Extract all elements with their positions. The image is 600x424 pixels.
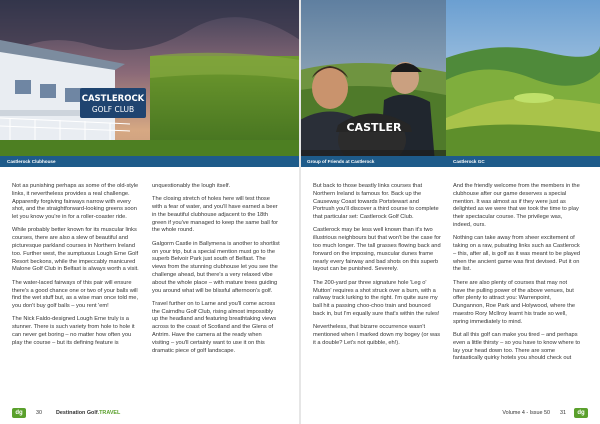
brand-main: Destination Golf (56, 410, 98, 416)
page-gutter (299, 0, 301, 424)
paragraph: The 200-yard par three signature hole 'Leg o' Mutton' requires a shot struck over a burn, with a railway track lurking to the right. I'm quite sure my ball hit a passing choo-choo train and bounced back in, but I'm equally sure that's within the rules! (313, 279, 440, 317)
page-number-left: 30 (36, 410, 42, 416)
caption-mid: Group of Friends at Castlerock (307, 159, 375, 164)
text-column-3 (313, 183, 441, 353)
clubhouse-photo (0, 0, 300, 163)
footer-left (12, 408, 212, 418)
dg-logo: dg (574, 408, 588, 418)
text-column-2 (152, 183, 280, 361)
footer-right (388, 408, 588, 418)
brand-accent: .TRAVEL (97, 410, 121, 416)
paragraph: Nevertheless, that bizarre occurrence wasn't mentioned when I marked down my bogey (or was it a double? Let's not quibble, eh!). (313, 324, 441, 346)
dg-logo: dg (12, 408, 26, 418)
group-selfie-photo (300, 0, 446, 163)
paragraph: The closing stretch of holes here will test those with a fear of water, and you'll have earned a beer in the beautiful clubhouse adjacent to the 18th green if you've managed to keep the same ball for the whole round. (152, 196, 278, 234)
issue-label: Volume 4 - Issue 50 (502, 410, 550, 416)
text-column-4 (453, 183, 581, 369)
paragraph: Castlerock may be less well known than it's two illustrious neighbours but that won't be the case for too much longer. The tall grasses flowing back and forward on the imposing, muscular dunes frame nearly every fairway and bad shots on this superb layout can be punished. Severely. (313, 227, 441, 273)
paragraph: Galgorm Castle in Ballymena is another to shortlist on your trip, but a special mention must go to the superb Belvoir Park just south of Belfast. The views from the stunning clubhouse let you see the challenge ahead, but there's a very relaxed vibe about the whole place – with mature trees guiding you around what will be blissful afternoon's golf. (152, 240, 280, 294)
paragraph: While probably better known for its muscular links courses, there are also a slew of beautiful and picturesque parkland courses in Northern Ireland too. Further west, the sumptuous Lough Erne Golf Resort beckons, while the impeccably manicured Malone Golf Club in Belfast is always worth a visit. (12, 227, 139, 273)
paragraph: And the friendly welcome from the members in the clubhouse after our game deserves a special mention. It was almost as if they were just as delighted as we were that we took the time to play their spectacular course. The privilege was, indeed, ours. (453, 183, 580, 228)
caption-bar-left (0, 156, 300, 167)
clubhouse-sign-line1: CASTLEROCK (81, 94, 145, 104)
caption-bar-mid (300, 156, 446, 167)
paragraph: The water-laced fairways of this pair will ensure there's a good chance one or two of your balls will find the wet stuff but, as a wise man once told me, you don't buy golf balls – you rent 'em! (12, 279, 139, 310)
paragraph: There are also plenty of courses that may not have the pulling power of the above venues, but offer plenty to attract you: Warrenpoint, Dungannon, Roe Park and Holywood, where the maestro Rory McIlroy learnt his trade so well, spring immediately to mind. (453, 279, 576, 325)
cap-text: CASTLER (346, 121, 402, 134)
paragraph: Travel further on to Larne and you'll come across the Cairndhu Golf Club, rising almost impossibly up the headland and featuring breathtaking views across to the coast of Scotland and the Glens of Antrim. Have the camera at the ready when visiting – you'll certainly want to use it on this dramatic piece of golf landscape. (152, 300, 277, 354)
paragraph: unquestionably the lough itself. (152, 183, 231, 189)
course-photo (446, 0, 600, 163)
publication-brand (56, 410, 120, 416)
paragraph: Nothing can take away from sheer excitement of taking on a raw, pulsating links such as Castlerock – this, after all, is golf as it was meant to be played when the ancient game was first devised. Put it on the list. (453, 235, 581, 273)
page-number-right: 31 (560, 410, 566, 416)
paragraph: But all this golf can make you tired – and perhaps even a little thirsty – so you have to know where to lay your head down too. There are some fantastically quirky hotels you should check out (453, 332, 581, 362)
text-column-1 (12, 183, 140, 353)
paragraph: Not as punishing perhaps as some of the old-style links, it nevertheless provides a real challenge. Apparently forgiving fairways narrow with every shot, and the straightforward-looking greens soon let you know you're in for a roller-coaster ride. (12, 183, 139, 221)
clubhouse-sign-line2: GOLF CLUB (91, 105, 135, 114)
caption-left: Castlerock Clubhouse (7, 159, 56, 164)
caption-right: Castlerock GC (453, 159, 485, 164)
caption-bar-right (446, 156, 600, 167)
paragraph: But back to those beastly links courses that Northern Ireland is famous for. Back up the Causeway Coast towards Portstewart and Portrush you'll discover a third course to complete that particular set: Castlerock Golf Club. (313, 183, 439, 221)
paragraph: The Nick Faldo-designed Lough Erne truly is a stunner. There is such variety from hole to hole it can never get boring – no matter how often you play the course – but its defining feature is (12, 316, 135, 346)
